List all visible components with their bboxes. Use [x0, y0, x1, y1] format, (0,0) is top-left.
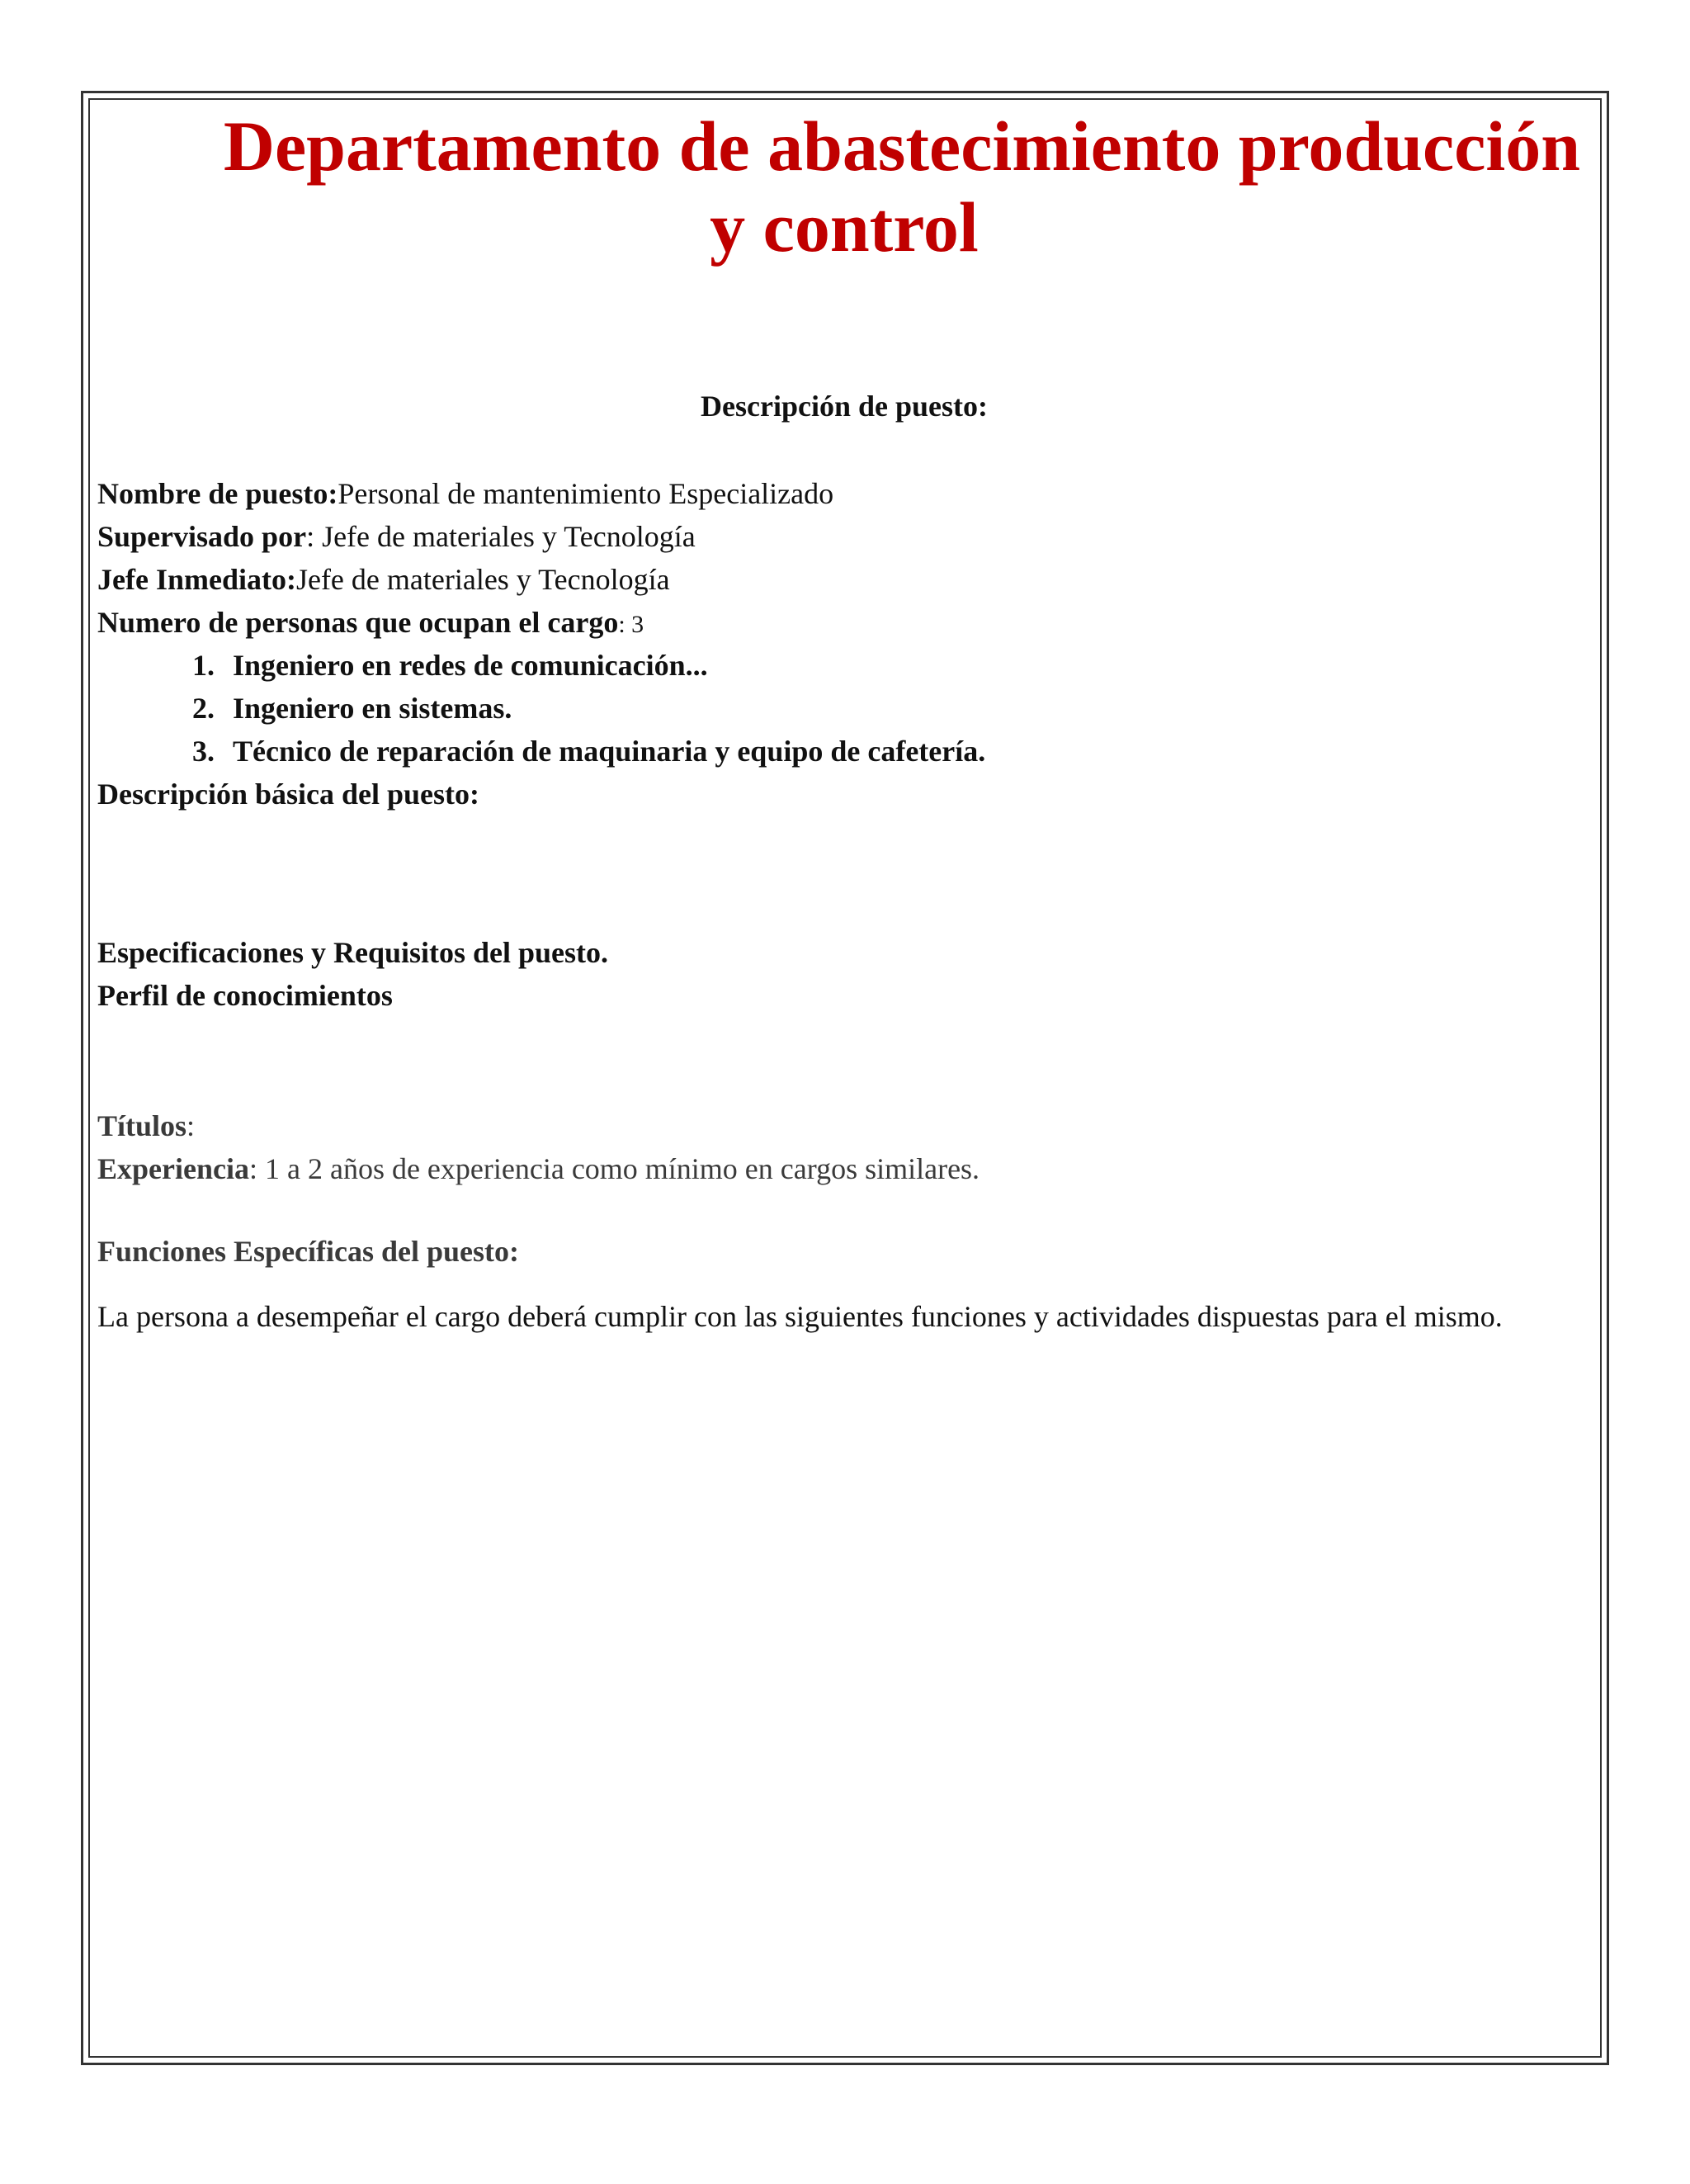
- field-label: Títulos: [97, 1109, 187, 1142]
- list-text: Ingeniero en redes de comunicación...: [233, 649, 708, 682]
- field-experiencia: [97, 1151, 980, 1187]
- field-value: : 3: [618, 611, 644, 638]
- field-label: Experiencia: [97, 1152, 249, 1185]
- field-titulos: [97, 1108, 195, 1144]
- field-label: Jefe Inmediato:: [97, 563, 296, 596]
- field-numero: [97, 604, 644, 643]
- paragraph-funciones: La persona a desempeñar el cargo deberá cumplir con las siguientes funciones y actividades dispuestas para el mismo.: [97, 1300, 1503, 1333]
- list-item: [165, 690, 512, 726]
- field-value: Personal de mantenimiento Especializado: [338, 477, 834, 510]
- list-number: 3.: [192, 735, 215, 768]
- document-title: [97, 106, 1591, 267]
- field-value: Jefe de materiales y Tecnología: [295, 563, 670, 596]
- section-subtitle: Descripción de puesto:: [701, 390, 988, 423]
- list-text: Técnico de reparación de maquinaria y equipo de cafetería.: [233, 735, 986, 768]
- field-value: : 1 a 2 años de experiencia como mínimo en cargos similares.: [248, 1152, 980, 1185]
- field-supervisado: [97, 518, 696, 555]
- field-label: Numero de personas que ocupan el cargo: [97, 606, 619, 639]
- field-jefe: [97, 561, 670, 598]
- field-value: : Jefe de materiales y Tecnología: [306, 520, 696, 553]
- field-value: :: [186, 1109, 196, 1142]
- heading-especificaciones: Especificaciones y Requisitos del puesto.: [97, 936, 609, 969]
- heading-funciones: Funciones Específicas del puesto:: [97, 1235, 520, 1268]
- page-border: [81, 91, 1609, 2065]
- title-line-2: y control: [710, 187, 979, 267]
- field-label: Supervisado por: [97, 520, 307, 553]
- field-label: Nombre de puesto:: [97, 477, 338, 510]
- list-number: 1.: [192, 649, 215, 682]
- field-nombre: [97, 475, 833, 512]
- list-number: 2.: [192, 692, 215, 725]
- list-item: [165, 733, 985, 769]
- title-line-1: Departamento de abastecimiento producción: [223, 106, 1581, 186]
- heading-descripcion-basica: Descripción básica del puesto:: [97, 778, 479, 811]
- heading-perfil: Perfil de conocimientos: [97, 979, 393, 1012]
- list-text: Ingeniero en sistemas.: [233, 692, 512, 725]
- list-item: [165, 647, 708, 683]
